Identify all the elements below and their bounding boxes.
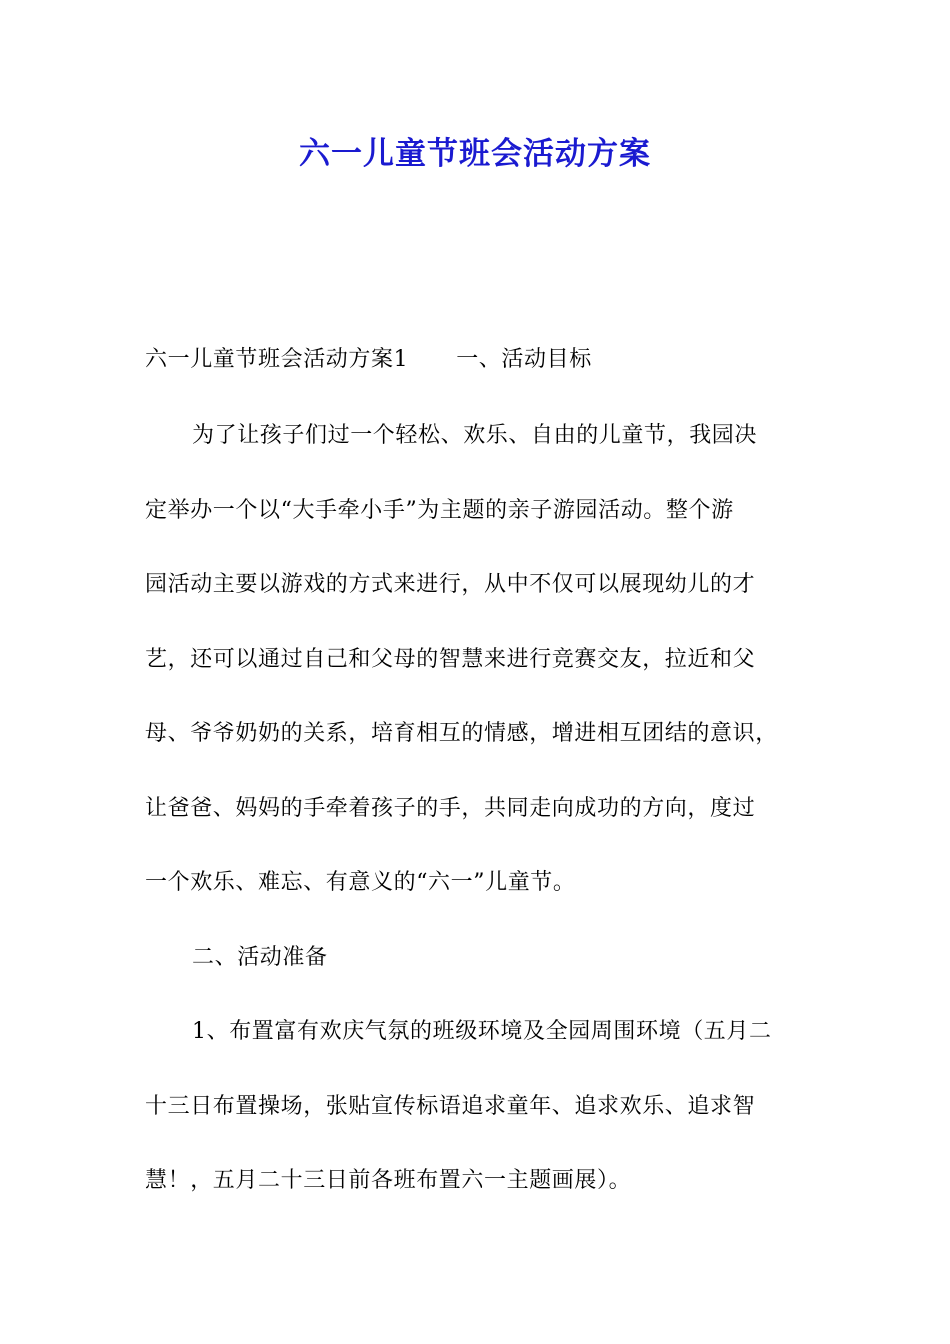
paragraph-line: 十三日布置操场，张贴宣传标语追求童年、追求欢乐、追求智 [145,1094,756,1119]
paragraph-line: 为了让孩子们过一个轻松、欢乐、自由的儿童节，我园决 [192,423,758,448]
paragraph-line: 母、爷爷奶奶的关系，培育相互的情感，增进相互团结的意识， [145,721,778,746]
paragraph-line: 慧！，五月二十三日前各班布置六一主题画展）。 [145,1168,632,1193]
heading-line [145,345,835,375]
paragraph-line: 让爸爸、妈妈的手牵着孩子的手，共同走向成功的方向，度过 [145,796,756,821]
section-heading-goals: 一、活动目标 [456,347,592,372]
section-heading-preparation: 二、活动准备 [192,945,328,970]
paragraph-line: 1、布置富有欢庆气氛的班级环境及全园周围环境（五月二 [192,1019,772,1044]
paragraph-line: 定举办一个以“大手牵小手”为主题的亲子游园活动。整个游 [145,498,734,523]
document-subtitle: 六一儿童节班会活动方案1 [145,347,409,372]
document-title: 六一儿童节班会活动方案 [299,136,651,172]
paragraph-line: 园活动主要以游戏的方式来进行，从中不仅可以展现幼儿的才 [145,572,756,597]
paragraph-line: 艺，还可以通过自己和父母的智慧来进行竞赛交友，拉近和父 [145,647,756,672]
paragraph-line: 一个欢乐、难忘、有意义的“六一”儿童节。 [145,870,576,895]
